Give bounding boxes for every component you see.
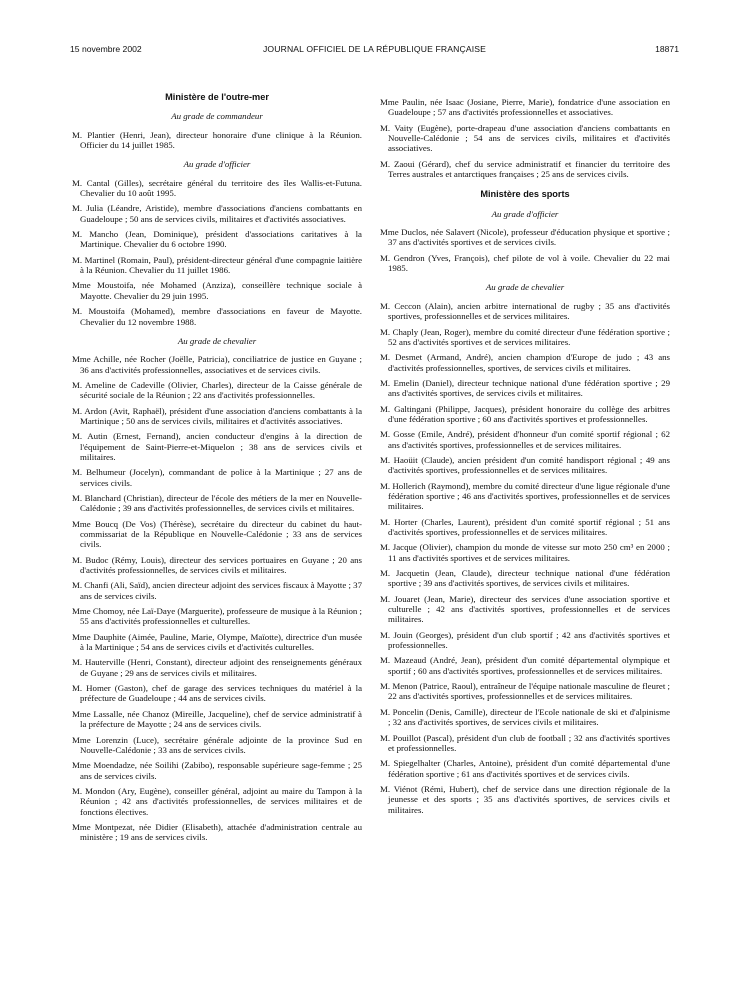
decoration-entry: M. Desmet (Armand, André), ancien champion d'Europe de judo ; 43 ans d'activités professionnelles, sportives, de services civils et militaires. [380, 352, 670, 373]
decoration-entry: M. Galtingani (Philippe, Jacques), président honoraire du collège des arbitres d'une fédération sportive ; 60 ans d'activités sportives et professionnelles. [380, 403, 670, 424]
decoration-entry: M. Belhumeur (Jocelyn), commandant de police à la Martinique ; 27 ans de services civils. [72, 467, 362, 488]
decoration-entry: M. Mazeaud (André, Jean), président d'un comité départemental olympique et sportif ; 60 ans d'activités sportives, professionnelles et de services militaires. [380, 655, 670, 676]
list-carryover [380, 97, 670, 179]
decoration-entry: M. Julia (Léandre, Aristide), membre d'associations d'anciens combattants en Guadeloupe ; 50 ans de services civils, militaires et d'activités associatives. [72, 203, 362, 224]
decoration-entry: M. Plantier (Henri, Jean), directeur honoraire d'une clinique à la Réunion. Officier du 14 juillet 1985. [72, 129, 362, 151]
section-title-outre-mer: Ministère de l'outre-mer [165, 92, 269, 102]
page-header [70, 44, 679, 58]
grade-heading-chevalier: Au grade de chevalier [177, 335, 257, 346]
header-journal-title: JOURNAL OFFICIEL DE LA RÉPUBLIQUE FRANÇAISE [262, 44, 487, 54]
decoration-entry: M. Spiegelhalter (Charles, Antoine), président d'un comité départemental d'une fédération sportive ; 61 ans d'activités sportives et de services civils. [380, 758, 670, 779]
header-page-number: 18871 [655, 44, 679, 54]
list-officier [72, 178, 362, 327]
decoration-entry: M. Chaply (Jean, Roger), membre du comité directeur d'une fédération sportive ; 52 ans d'activités sportives et de services militaires. [380, 326, 670, 347]
decoration-entry: M. Haoüit (Claude), ancien président d'un comité handisport régional ; 49 ans d'activités sportives, professionnelles et de services militaires. [380, 454, 670, 476]
decoration-entry: M. Autin (Ernest, Fernand), ancien conducteur d'engins à la direction de l'équipement de Saint-Pierre-et-Miquelon ; 38 ans de services civils et militaires. [72, 431, 362, 462]
decoration-entry: M. Chanfi (Ali, Saïd), ancien directeur adjoint des services fiscaux à Mayotte ; 37 ans de services civils. [72, 580, 362, 601]
decoration-entry: M. Horter (Charles, Laurent), président d'un comité sportif régional ; 51 ans d'activités sportives, professionnelles et de services militaires. [380, 516, 670, 537]
grade-heading-commandeur: Au grade de commandeur [171, 111, 263, 122]
grade-heading-sports-officier: Au grade d'officier [491, 208, 559, 219]
decoration-entry: M. Ameline de Cadeville (Olivier, Charles), directeur de la Caisse générale de sécurité sociale de la Réunion ; 22 ans d'activités professionnelles. [72, 379, 362, 401]
decoration-entry: M. Jouaret (Jean, Marie), directeur des services d'une association sportive et culturelle ; 42 ans d'activités sportives, professionnelles et de services militaires. [380, 593, 670, 625]
decoration-entry: Mme Achille, née Rocher (Joëlle, Patricia), conciliatrice de justice en Guyane ; 36 ans d'activités professionnelles, associatives et de services civils. [72, 354, 362, 375]
decoration-entry: M. Moustoifa (Mohamed), membre d'associations en faveur de Mayotte. Chevalier du 12 novembre 1988. [72, 306, 362, 327]
decoration-entry: M. Zaoui (Gérard), chef du service administratif et financier du territoire des Terres australes et antarctiques françaises ; 25 ans de services civils. [380, 158, 670, 180]
decoration-entry: M. Gendron (Yves, François), chef pilote de vol à voile. Chevalier du 22 mai 1985. [380, 252, 670, 274]
decoration-entry: M. Viénot (Rémi, Hubert), chef de service dans une direction régionale de la jeunesse et des sports ; 35 ans d'activités sportives, de services civils et militaires. [380, 783, 670, 815]
decoration-entry: Mme Montpezat, née Didier (Elisabeth), attachée d'administration centrale au ministère ; 19 ans de services civils. [72, 821, 362, 843]
decoration-entry: Mme Dauphite (Aimée, Pauline, Marie, Olympe, Maïotte), directrice d'un musée à la Martinique ; 54 ans de services civils et d'activités culturelles. [72, 631, 362, 653]
decoration-entry: M. Hollerich (Raymond), membre du comité directeur d'une ligue régionale d'une fédération sportive ; 46 ans d'activités sportives, professionnelles et de services militaires. [380, 480, 670, 512]
decoration-entry: Mme Lassalle, née Chanoz (Mireille, Jacqueline), chef de service administratif à la préfecture de Mayotte ; 24 ans de services civils. [72, 708, 362, 730]
left-column [72, 92, 362, 848]
decoration-entry: M. Budoc (Rémy, Louis), directeur des services portuaires en Guyane ; 20 ans d'activités professionnelles, de services civils et militaires. [72, 554, 362, 576]
decoration-entry: M. Jacquetin (Jean, Claude), directeur technique national d'une fédération sportive ; 39 ans d'activités sportives, de services civils et militaires. [380, 568, 670, 589]
decoration-entry: M. Homer (Gaston), chef de garage des services techniques du matériel à la préfecture de Guadeloupe ; 44 ans de services civils. [72, 683, 362, 704]
decoration-entry: M. Poncelin (Denis, Camille), directeur de l'Ecole nationale de ski et d'alpinisme ; 32 ans d'activités sportives, de services civils et militaires. [380, 706, 670, 728]
decoration-entry: Mme Chomoy, née Laï-Daye (Marguerite), professeure de musique à la Réunion ; 55 ans d'activités professionnelles et culturelles. [72, 606, 362, 627]
section-title-sports: Ministère des sports [480, 189, 570, 200]
list-sports-officier [380, 227, 670, 273]
decoration-entry: M. Jacque (Olivier), champion du monde de vitesse sur moto 250 cm³ en 2000 ; 11 ans d'activités sportives et de services militaires. [380, 542, 670, 563]
right-column [380, 97, 670, 820]
header-date: 15 novembre 2002 [70, 44, 142, 54]
decoration-entry: M. Pouillot (Pascal), président d'un club de football ; 32 ans d'activités sportives et professionnelles. [380, 732, 670, 753]
decoration-entry: Mme Paulin, née Isaac (Josiane, Pierre, Marie), fondatrice d'une association en Guadeloupe ; 57 ans d'activités professionnelles et associatives. [380, 97, 670, 118]
decoration-entry: M. Emelin (Daniel), directeur technique national d'une fédération sportive ; 29 ans d'activités sportives, de services civils et militaires. [380, 377, 670, 399]
decoration-entry: Mme Lorenzin (Luce), secrétaire générale adjointe de la province Sud en Nouvelle-Calédonie ; 33 ans de services civils. [72, 734, 362, 755]
grade-heading-sports-chevalier: Au grade de chevalier [485, 282, 565, 293]
decoration-entry: M. Gosse (Emile, André), président d'honneur d'un comité sportif régional ; 62 ans d'activités sportives, professionnelles et de services militaires. [380, 429, 670, 450]
list-commandeur [72, 130, 362, 151]
decoration-entry: M. Mondon (Ary, Eugène), conseiller général, adjoint au maire du Tampon à la Réunion ; 42 ans d'activités professionnelles, de services militaires et de fonctions électives. [72, 785, 362, 817]
list-chevalier [72, 354, 362, 842]
decoration-entry: Mme Boucq (De Vos) (Thérèse), secrétaire du directeur du cabinet du haut-commissariat de la République en Nouvelle-Calédonie ; 33 ans de services civils. [72, 518, 362, 550]
decoration-entry: M. Vaity (Eugène), porte-drapeau d'une association d'anciens combattants en Nouvelle-Calédonie ; 54 ans de services civils, militaires et d'activités associatives. [380, 122, 670, 154]
decoration-entry: M. Jouin (Georges), président d'un club sportif ; 42 ans d'activités sportives et professionnelles. [380, 629, 670, 651]
decoration-entry: M. Hauterville (Henri, Constant), directeur adjoint des renseignements généraux de Guyane ; 29 ans de services civils et militaires. [72, 657, 362, 678]
decoration-entry: Mme Moustoifa, née Mohamed (Anziza), conseillère technique sociale à Mayotte. Chevalier du 29 juin 1995. [72, 280, 362, 301]
decoration-entry: M. Mancho (Jean, Dominique), président d'associations caritatives à la Martinique. Chevalier du 6 octobre 1990. [72, 229, 362, 250]
list-sports-chevalier [380, 301, 670, 815]
decoration-entry: M. Martinel (Romain, Paul), président-directeur général d'une compagnie laitière à la Réunion. Chevalier du 11 juillet 1986. [72, 254, 362, 276]
decoration-entry: M. Ardon (Avit, Raphaël), président d'une association d'anciens combattants à la Martinique ; 50 ans de services civils, militaires et d'activités associatives. [72, 405, 362, 426]
decoration-entry: M. Ceccon (Alain), ancien arbitre international de rugby ; 35 ans d'activités sportives, professionnelles et de services militaires. [380, 300, 670, 322]
decoration-entry: Mme Duclos, née Salavert (Nicole), professeur d'éducation physique et sportive ; 37 ans d'activités sportives et de services civils. [380, 227, 670, 248]
decoration-entry: M. Menon (Patrice, Raoul), entraîneur de l'équipe nationale masculine de fleuret ; 22 ans d'activités sportives, professionnelles et de services militaires. [380, 681, 670, 702]
grade-heading-officier: Au grade d'officier [183, 159, 251, 170]
decoration-entry: M. Blanchard (Christian), directeur de l'école des métiers de la mer en Nouvelle-Calédonie ; 39 ans d'activités professionnelles, de services civils et militaires. [72, 492, 362, 514]
decoration-entry: M. Cantal (Gilles), secrétaire général du territoire des îles Wallis-et-Futuna. Chevalier du 10 août 1995. [72, 177, 362, 199]
decoration-entry: Mme Moendadze, née Soilihi (Zabibo), responsable supérieure sage-femme ; 25 ans de services civils. [72, 760, 362, 781]
